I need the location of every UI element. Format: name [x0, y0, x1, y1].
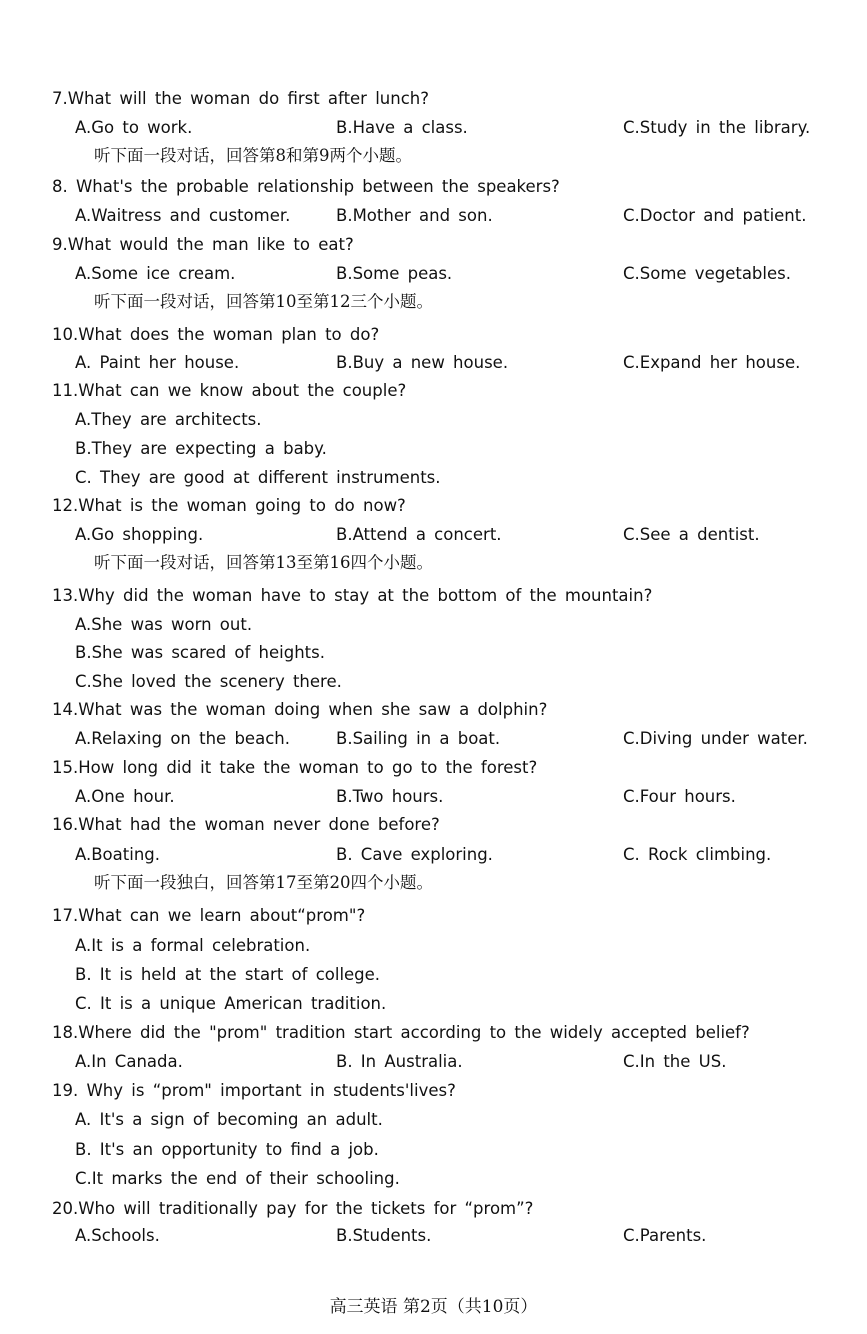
instruction-row [0, 144, 867, 168]
option-b: B.Have a class. [336, 118, 468, 137]
question-text: 9.What would the man like to eat? [52, 235, 354, 254]
option-row [0, 934, 867, 958]
question-row [0, 379, 867, 403]
option-row [0, 963, 867, 987]
option-a: A.Relaxing on the beach. [75, 729, 290, 748]
option-b: B.Mother and son. [336, 206, 493, 225]
option-b: B. Cave exploring. [336, 845, 493, 864]
option-row [0, 1108, 867, 1132]
option-c: C.Parents. [623, 1226, 707, 1245]
option-row [0, 116, 867, 140]
option-row [0, 1167, 867, 1191]
question-text: 8. What's the probable relationship between the speakers? [52, 177, 560, 196]
option-row [0, 1050, 867, 1074]
question-row [0, 494, 867, 518]
section-instruction: 听下面一段对话，回答第10至第12三个小题。 [94, 292, 433, 311]
option-b: B.Two hours. [336, 787, 444, 806]
question-row [0, 323, 867, 347]
option-a: A.Schools. [75, 1226, 160, 1245]
option-line: A.She was worn out. [75, 615, 253, 634]
question-row [0, 233, 867, 257]
instruction-row [0, 290, 867, 314]
question-row [0, 904, 867, 928]
question-row [0, 813, 867, 837]
option-row [0, 992, 867, 1016]
question-row [0, 584, 867, 608]
option-c: C. Rock climbing. [623, 845, 772, 864]
option-c: C.Expand her house. [623, 353, 801, 372]
option-c: C.In the US. [623, 1052, 727, 1071]
option-row [0, 843, 867, 867]
question-text: 11.What can we know about the couple? [52, 381, 407, 400]
option-c: C.Diving under water. [623, 729, 808, 748]
option-c: C.Doctor and patient. [623, 206, 807, 225]
option-b: B.Attend a concert. [336, 525, 502, 544]
question-text: 10.What does the woman plan to do? [52, 325, 380, 344]
option-row [0, 466, 867, 490]
section-instruction: 听下面一段对话，回答第8和第9两个小题。 [94, 146, 412, 165]
option-a: A.Boating. [75, 845, 160, 864]
option-a: A.One hour. [75, 787, 175, 806]
option-line: B.She was scared of heights. [75, 643, 325, 662]
option-line: A.It is a formal celebration. [75, 936, 311, 955]
option-line: B. It's an opportunity to find a job. [75, 1140, 379, 1159]
option-line: C. It is a unique American tradition. [75, 994, 387, 1013]
option-row [0, 1224, 867, 1248]
option-b: B. In Australia. [336, 1052, 463, 1071]
question-row [0, 175, 867, 199]
option-b: B.Some peas. [336, 264, 453, 283]
option-b: B.Sailing in a boat. [336, 729, 501, 748]
option-row [0, 727, 867, 751]
question-text: 18.Where did the "prom" tradition start according to the widely accepted belief? [52, 1023, 750, 1042]
option-line: B. It is held at the start of college. [75, 965, 381, 984]
option-row [0, 670, 867, 694]
option-a: A.In Canada. [75, 1052, 183, 1071]
option-a: A. Paint her house. [75, 353, 240, 372]
option-line: B.They are expecting a baby. [75, 439, 327, 458]
question-text: 20.Who will traditionally pay for the tickets for “prom”? [52, 1199, 534, 1218]
option-c: C.Four hours. [623, 787, 736, 806]
instruction-row [0, 551, 867, 575]
option-a: A.Go shopping. [75, 525, 204, 544]
option-a: A.Go to work. [75, 118, 193, 137]
option-c: C.See a dentist. [623, 525, 760, 544]
option-c: C.Some vegetables. [623, 264, 791, 283]
option-row [0, 351, 867, 375]
instruction-row [0, 871, 867, 895]
option-b: B.Buy a new house. [336, 353, 509, 372]
question-text: 14.What was the woman doing when she saw a dolphin? [52, 700, 548, 719]
option-row [0, 641, 867, 665]
question-row [0, 698, 867, 722]
question-text: 16.What had the woman never done before? [52, 815, 440, 834]
question-text: 17.What can we learn about“prom"? [52, 906, 366, 925]
option-line: C.It marks the end of their schooling. [75, 1169, 400, 1188]
option-row [0, 1138, 867, 1162]
option-line: A. It's a sign of becoming an adult. [75, 1110, 383, 1129]
section-instruction: 听下面一段对话，回答第13至第16四个小题。 [94, 553, 433, 572]
option-row [0, 613, 867, 637]
question-row [0, 1079, 867, 1103]
question-text: 13.Why did the woman have to stay at the bottom of the mountain? [52, 586, 653, 605]
option-line: A.They are architects. [75, 410, 262, 429]
option-line: C. They are good at different instruments. [75, 468, 441, 487]
option-row [0, 523, 867, 547]
question-row [0, 87, 867, 111]
option-row [0, 437, 867, 461]
page-footer: 高三英语 第2页（共10页） [329, 1297, 538, 1317]
question-text: 12.What is the woman going to do now? [52, 496, 406, 515]
option-row [0, 262, 867, 286]
question-text: 19. Why is “prom" important in students'lives? [52, 1081, 456, 1100]
option-b: B.Students. [336, 1226, 432, 1245]
option-line: C.She loved the scenery there. [75, 672, 342, 691]
option-a: A.Waitress and customer. [75, 206, 291, 225]
option-row [0, 204, 867, 228]
section-instruction: 听下面一段独白，回答第17至第20四个小题。 [94, 873, 433, 892]
option-c: C.Study in the library. [623, 118, 811, 137]
question-text: 15.How long did it take the woman to go to the forest? [52, 758, 538, 777]
question-row [0, 756, 867, 780]
option-row [0, 785, 867, 809]
question-row [0, 1021, 867, 1045]
question-row [0, 1197, 867, 1221]
option-row [0, 408, 867, 432]
option-a: A.Some ice cream. [75, 264, 236, 283]
question-text: 7.What will the woman do first after lunch? [52, 89, 429, 108]
